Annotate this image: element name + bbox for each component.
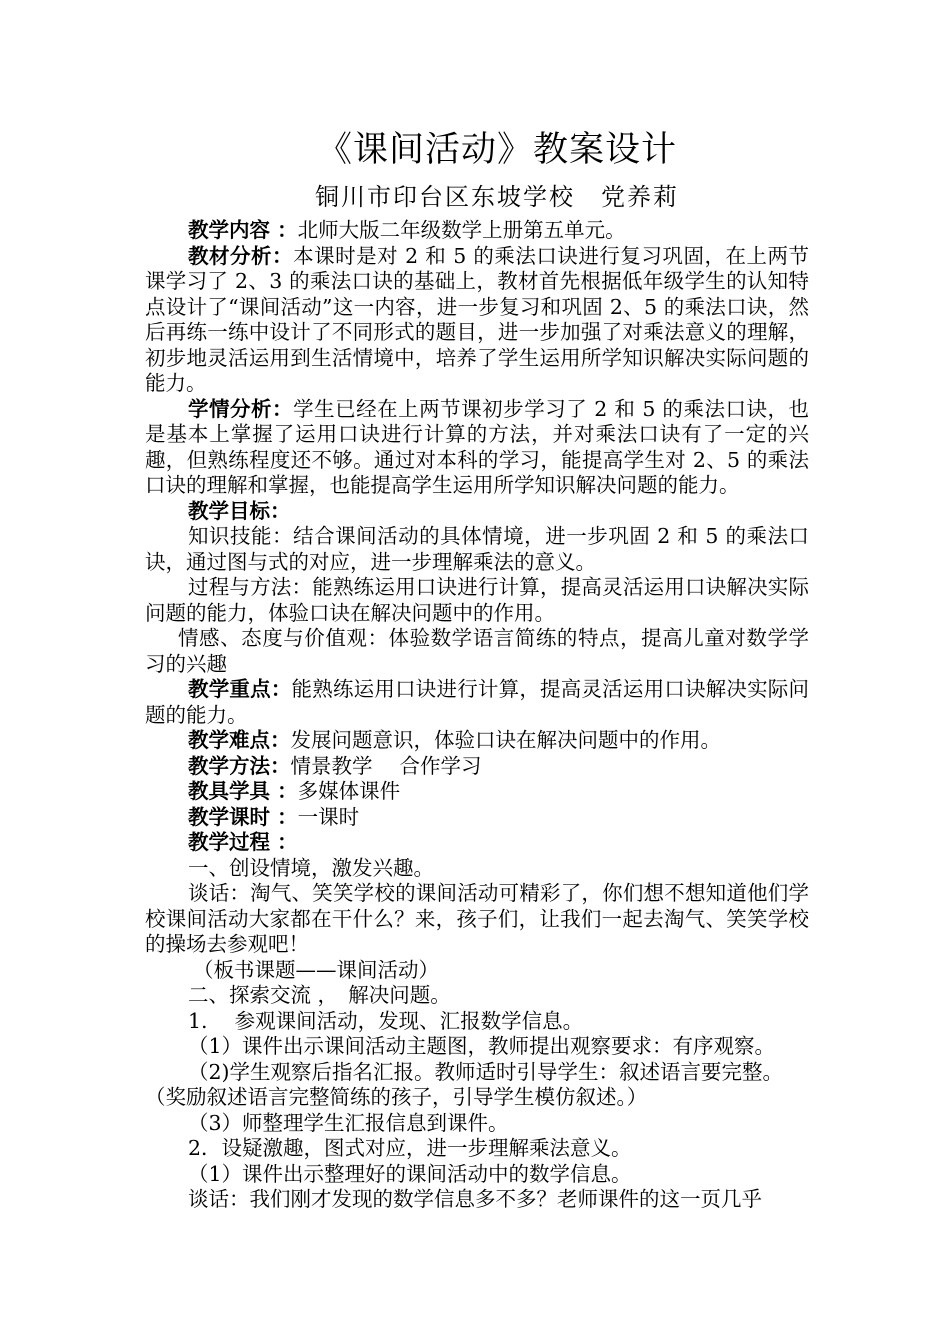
process-step-2: 二、探索交流 ， 解决问题。	[188, 983, 451, 1007]
document-title: 《课间活动》教案设计	[316, 130, 677, 170]
process-step-1-board: （板书课题——课间活动）	[193, 957, 439, 982]
difficulty	[145, 728, 809, 754]
process-step-1: 一、创设情境，激发兴趣。	[188, 855, 434, 880]
teaching-method-text: 情景教学 合作学习	[290, 753, 482, 778]
material-analysis-label: 教材分析：	[188, 243, 294, 268]
lesson-plan-page	[145, 128, 809, 1213]
teaching-content-text: 北师大版二年级数学上册第五单元。	[297, 218, 626, 242]
teaching-goals-label: 教学目标：	[188, 498, 291, 523]
process-step-2-2: 2．设疑激趣，图式对应，进一步理解乘法意义。	[188, 1136, 632, 1160]
difficulty-label: 教学难点：	[188, 728, 291, 752]
teaching-method	[145, 754, 809, 780]
student-analysis	[145, 397, 809, 499]
teaching-hours-label: 教学课时 ：	[188, 804, 298, 829]
goal-process: 过程与方法：能熟练运用口诀进行计算，提高灵活运用口诀解决实际问题的能力，体验口诀在解决问题中的作用。	[145, 575, 809, 625]
teaching-tools	[145, 779, 809, 805]
process-step-2-1-a: （1）课件出示课间活动主题图，教师提出观察要求：有序观察。	[188, 1034, 776, 1058]
teaching-tools-label: 教具学具 ：	[188, 779, 298, 803]
teaching-hours-text: 一课时	[297, 804, 360, 829]
material-analysis	[145, 244, 809, 397]
key-point	[145, 677, 809, 728]
material-analysis-text: 本课时是对 2 和 5 的乘法口诀进行复习巩固，在上两节课学习了 2、3 的乘法口诀的基础上，教材首先根据低年级学生的认知特点设计了“课间活动”这一内容，进一步复习和巩固 2、5 的乘法口诀，然后再练一练中设计了不同形式的题目，进一步加强了对乘法意义的理解，初步地灵活运用到生活情境中，培养了学生运用所学知识解决实际问题的能力。	[145, 243, 809, 395]
teaching-content	[145, 218, 809, 244]
student-analysis-text: 学生已经在上两节课初步学习了 2 和 5 的乘法口诀，也是基本上掌握了运用口诀进行计算的方法，并对乘法口诀有了一定的兴趣，但熟练程度还不够。通过对本科的学习，能提高学生对 2、5 的乘法口诀的理解和掌握，也能提高学生运用所学知识解决问题的能力。	[145, 396, 809, 497]
teaching-content-label: 教学内容 ：	[188, 218, 298, 242]
process-step-2-1: 1. 参观课间活动，发现、汇报数学信息。	[188, 1008, 584, 1033]
process-step-2-1-b2: （奖励叙述语言完整简练的孩子，引导学生模仿叙述。）	[145, 1085, 648, 1109]
goal-knowledge: 知识技能：结合课间活动的具体情境，进一步巩固 2 和 5 的乘法口诀，通过图与式的对应，进一步理解乘法的意义。	[145, 524, 809, 574]
key-point-label: 教学重点：	[188, 677, 292, 701]
process-step-2-2-a: （1）课件出示整理好的课间活动中的数学信息。	[188, 1161, 632, 1186]
goal-emotion: 情感、态度与价值观：体验数学语言简练的特点，提高儿童对数学学习的兴趣	[145, 626, 809, 676]
difficulty-text: 发展问题意识，体验口诀在解决问题中的作用。	[290, 728, 721, 752]
author-line: 铜川市印台区东坡学校 党养莉	[315, 183, 679, 211]
key-point-text: 能熟练运用口诀进行计算，提高灵活运用口诀解决实际问题的能力。	[145, 677, 810, 727]
process-step-2-2-talk: 谈话：我们刚才发现的数学信息多不多？老师课件的这一页几乎	[188, 1187, 762, 1211]
teaching-process-label: 教学过程 ：	[188, 830, 298, 854]
student-analysis-label: 学情分析：	[188, 396, 294, 421]
process-step-1-talk: 谈话：淘气、笑笑学校的课间活动可精彩了，你们想不想知道他们学校课间活动大家都在干什么？来，孩子们，让我们一起去淘气、笑笑学校的操场去参观吧！	[145, 881, 809, 956]
process-step-2-1-c: （3）师整理学生汇报信息到课件。	[188, 1110, 509, 1135]
teaching-method-label: 教学方法：	[188, 753, 291, 778]
teaching-hours	[145, 805, 809, 831]
teaching-tools-text: 多媒体课件	[297, 779, 401, 803]
process-step-2-1-b: （2)学生观察后指名汇报。教师适时引导学生：叙述语言要完整。	[188, 1059, 784, 1084]
